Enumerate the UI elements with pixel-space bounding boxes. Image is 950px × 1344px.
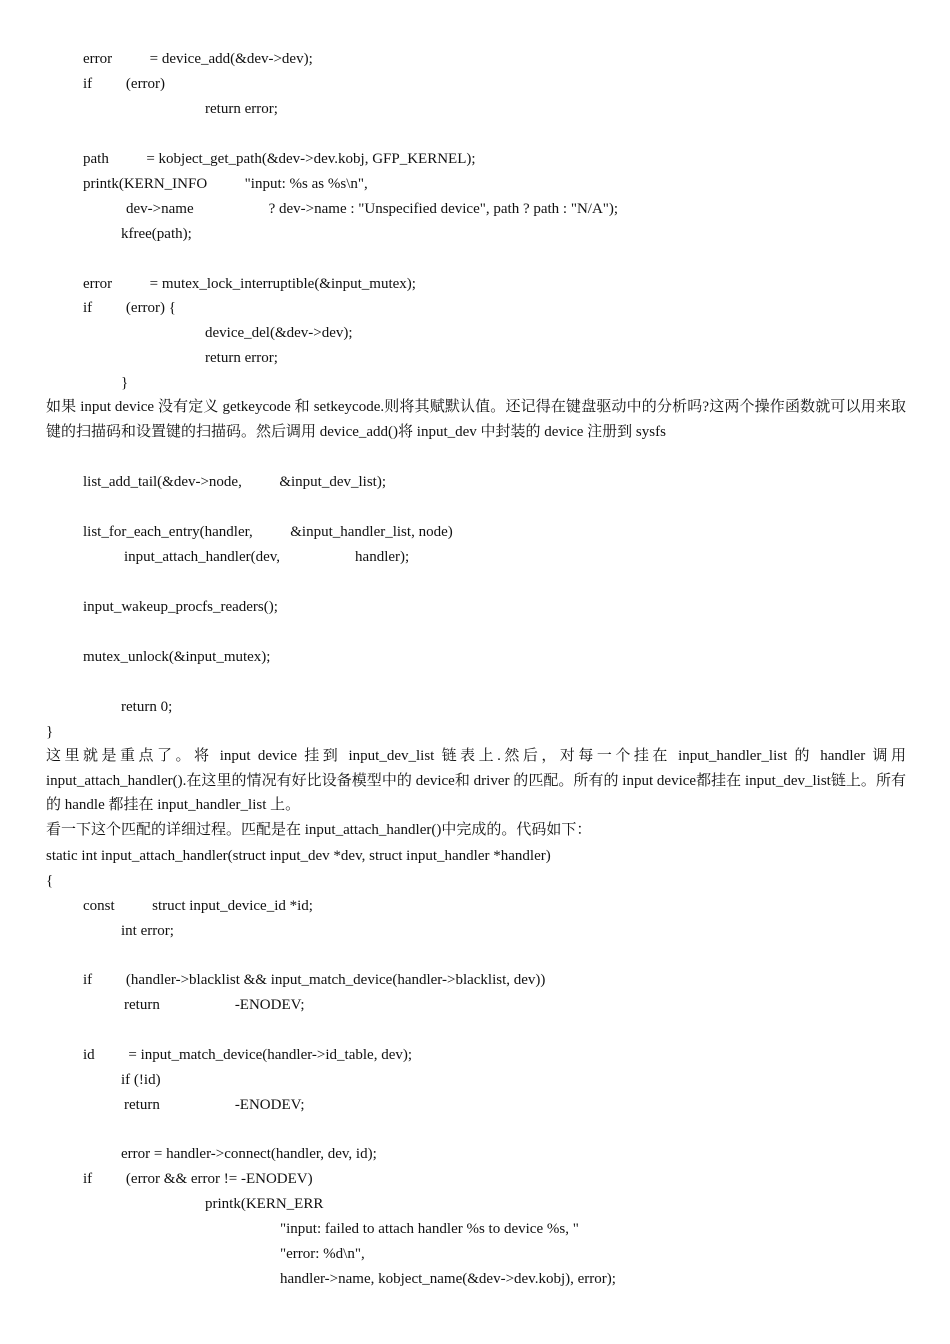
code-line: mutex_unlock(&input_mutex); — [83, 649, 271, 665]
paragraph-device-add: 如果 input device 没有定义 getkeycode 和 setkeycode.则将其赋默认值。还记得在键盘驱动中的分析吗?这两个操作函数就可以用来取键的扫描码和设置键的扫描码。然后调用 device_add()将 input_dev 中封装的 device 注册到 sysfs — [46, 399, 906, 440]
code-line: printk(KERN_INFO "input: %s as %s\n", — [83, 176, 368, 192]
code-line: "input: failed to attach handler %s to device %s, " — [280, 1221, 579, 1237]
code-line: error = mutex_lock_interruptible(&input_mutex); — [83, 276, 416, 292]
code-line: if (error) — [83, 76, 166, 92]
code-line: } — [46, 724, 54, 740]
code-line: const struct input_device_id *id; — [83, 898, 313, 914]
code-line: if (error) { — [83, 300, 176, 316]
code-line: { — [46, 873, 54, 889]
code-line: input_attach_handler(dev, handler); — [124, 549, 410, 565]
code-line: return error; — [205, 350, 278, 366]
code-line: if (!id) — [121, 1072, 161, 1088]
code-line: device_del(&dev->dev); — [205, 325, 353, 341]
code-line: kfree(path); — [121, 226, 192, 242]
paragraph-match-intro: 看一下这个匹配的详细过程。匹配是在 input_attach_handler()中完成的。代码如下： — [46, 822, 592, 838]
code-line: printk(KERN_ERR — [205, 1196, 324, 1212]
code-line: error = device_add(&dev->dev); — [83, 51, 313, 67]
code-line: input_wakeup_procfs_readers(); — [83, 599, 278, 615]
code-line: } — [121, 375, 129, 391]
code-line: path = kobject_get_path(&dev->dev.kobj, GFP_KERNEL); — [83, 151, 476, 167]
code-line: list_add_tail(&dev->node, &input_dev_list); — [83, 474, 387, 490]
code-line: "error: %d\n", — [280, 1246, 365, 1262]
code-line: static int input_attach_handler(struct input_dev *dev, struct input_handler *handler) — [46, 848, 551, 864]
paragraph-attach-explanation: 这里就是重点了。将 input device 挂到 input_dev_list 链表上.然后，对每一个挂在 input_handler_list 的 handler 调用 input_attach_handler().在这里的情况有好比设备模型中的 device和 driver 的匹配。所有的 input device都挂在 input_dev_list链上。所有的 handle 都挂在 input_handler_list 上。 — [46, 748, 906, 814]
code-line: int error; — [121, 923, 174, 939]
code-line: return -ENODEV; — [124, 997, 305, 1013]
code-line: handler->name, kobject_name(&dev->dev.kobj), error); — [280, 1271, 616, 1287]
code-line: return -ENODEV; — [124, 1097, 305, 1113]
code-line: dev->name ? dev->name : "Unspecified device", path ? path : "N/A"); — [126, 201, 619, 217]
code-line: id = input_match_device(handler->id_table, dev); — [83, 1047, 413, 1063]
code-line: error = handler->connect(handler, dev, id); — [121, 1146, 377, 1162]
code-line: list_for_each_entry(handler, &input_handler_list, node) — [83, 524, 453, 540]
code-line: return error; — [205, 101, 278, 117]
code-line: if (handler->blacklist && input_match_device(handler->blacklist, dev)) — [83, 972, 546, 988]
code-line: if (error && error != -ENODEV) — [83, 1171, 313, 1187]
code-line: return 0; — [121, 699, 173, 715]
